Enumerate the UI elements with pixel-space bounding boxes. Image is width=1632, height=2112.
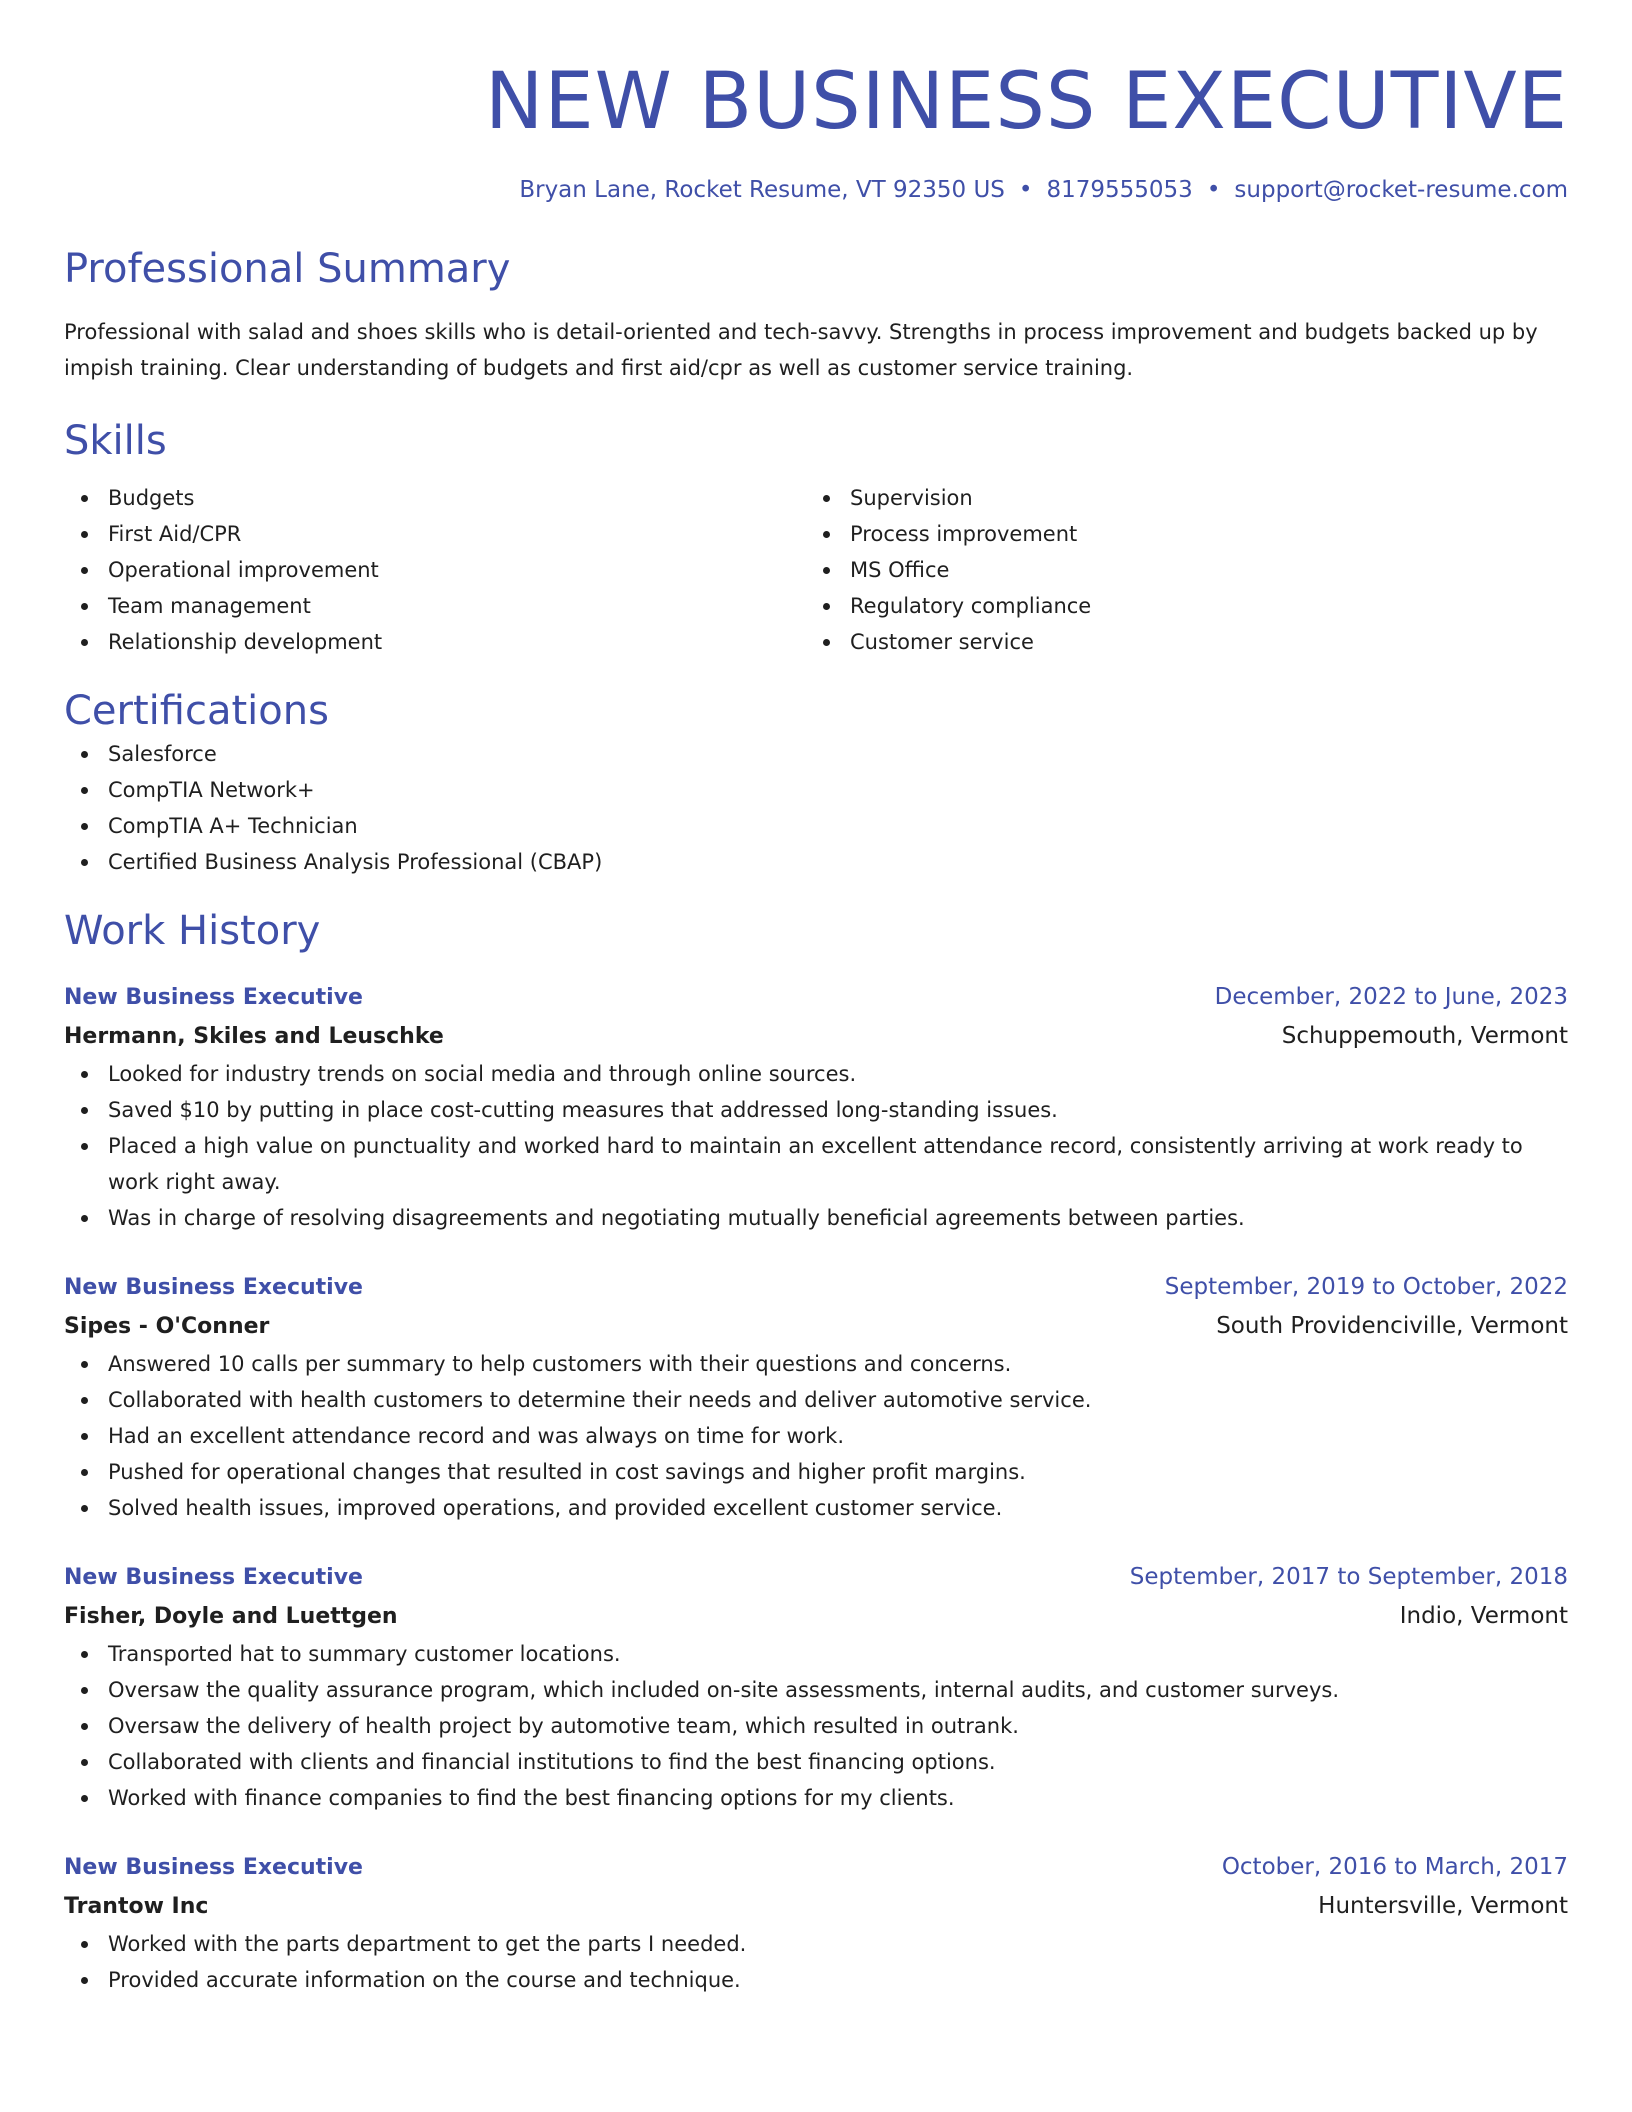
job-header-row — [64, 1268, 1568, 1307]
contact-email: support@rocket-resume.com — [1234, 177, 1568, 203]
job-company-row — [64, 1017, 1568, 1056]
job-header-row — [64, 978, 1568, 1017]
job-bullet: Worked with the parts department to get the parts I needed. — [64, 1926, 1568, 1962]
skill-item: First Aid/CPR — [64, 516, 806, 552]
job-bullet: Saved $10 by putting in place cost-cutting measures that addressed long-standing issues. — [64, 1092, 1568, 1128]
job-role: New Business Executive — [64, 1855, 363, 1880]
work-history-heading: Work History — [64, 908, 321, 954]
contact-phone: 8179555053 — [1046, 177, 1193, 203]
summary-heading: Professional Summary — [64, 246, 511, 292]
job-role: New Business Executive — [64, 985, 363, 1010]
skill-item: Team management — [64, 588, 806, 624]
job-bullet: Looked for industry trends on social media and through online sources. — [64, 1056, 1568, 1092]
job-bullet: Placed a high value on punctuality and worked hard to maintain an excellent attendance record, consistently arriving at work ready to work right away. — [64, 1128, 1568, 1200]
job-bullet-list — [64, 1926, 1568, 1998]
job-bullet: Was in charge of resolving disagreements and negotiating mutually beneficial agreements between parties. — [64, 1200, 1568, 1236]
job-location: Schuppemouth, Vermont — [1281, 1023, 1568, 1049]
skill-item: Supervision — [806, 480, 1548, 516]
job-company: Hermann, Skiles and Leuschke — [64, 1024, 444, 1049]
job-company-row — [64, 1307, 1568, 1346]
job-bullet: Solved health issues, improved operations, and provided excellent customer service. — [64, 1490, 1568, 1526]
job-bullet: Collaborated with health customers to determine their needs and deliver automotive service. — [64, 1382, 1568, 1418]
job-company: Sipes - O'Conner — [64, 1314, 270, 1339]
skills-column-left — [64, 480, 806, 660]
resume-title: NEW BUSINESS EXECUTIVE — [485, 57, 1568, 147]
job-bullet: Transported hat to summary customer locations. — [64, 1636, 1568, 1672]
skill-item: Regulatory compliance — [806, 588, 1548, 624]
job-dates: October, 2016 to March, 2017 — [1221, 1854, 1568, 1880]
certification-item: CompTIA A+ Technician — [64, 808, 1568, 844]
certification-item: CompTIA Network+ — [64, 772, 1568, 808]
job-bullet-list — [64, 1346, 1568, 1526]
job-company-row — [64, 1597, 1568, 1636]
contact-separator: • — [1206, 177, 1221, 203]
skill-item: Relationship development — [64, 624, 806, 660]
job-bullet: Had an excellent attendance record and was always on time for work. — [64, 1418, 1568, 1454]
job-header-row — [64, 1558, 1568, 1597]
job-entry — [64, 978, 1568, 1236]
job-dates: September, 2019 to October, 2022 — [1164, 1274, 1568, 1300]
contact-separator: • — [1018, 177, 1033, 203]
skills-list-right — [806, 480, 1548, 660]
job-entry — [64, 1268, 1568, 1526]
resume-page — [64, 0, 1568, 1998]
job-location: Huntersville, Vermont — [1318, 1893, 1568, 1919]
job-entry — [64, 1848, 1568, 1998]
skill-item: Budgets — [64, 480, 806, 516]
job-role: New Business Executive — [64, 1275, 363, 1300]
skills-list-left — [64, 480, 806, 660]
skill-item: MS Office — [806, 552, 1548, 588]
skills-grid — [64, 480, 1568, 660]
job-bullet: Worked with finance companies to find the best financing options for my clients. — [64, 1780, 1568, 1816]
job-header-row — [64, 1848, 1568, 1887]
job-bullet: Provided accurate information on the course and technique. — [64, 1962, 1568, 1998]
job-location: Indio, Vermont — [1399, 1603, 1568, 1629]
certification-item: Salesforce — [64, 736, 1568, 772]
skill-item: Process improvement — [806, 516, 1548, 552]
job-bullet-list — [64, 1636, 1568, 1816]
job-location: South Providenciville, Vermont — [1216, 1313, 1568, 1339]
job-bullet: Collaborated with clients and financial institutions to find the best financing options. — [64, 1744, 1568, 1780]
certifications-list — [64, 736, 1568, 880]
certification-item: Certified Business Analysis Professional (CBAP) — [64, 844, 1568, 880]
job-company-row — [64, 1887, 1568, 1926]
job-bullet: Oversaw the quality assurance program, which included on-site assessments, internal audits, and customer surveys. — [64, 1672, 1568, 1708]
skill-item: Operational improvement — [64, 552, 806, 588]
job-bullet: Answered 10 calls per summary to help customers with their questions and concerns. — [64, 1346, 1568, 1382]
contact-address: Bryan Lane, Rocket Resume, VT 92350 US — [519, 177, 1005, 203]
skills-column-right — [806, 480, 1548, 660]
certifications-heading: Certifications — [64, 688, 329, 734]
job-dates: December, 2022 to June, 2023 — [1214, 984, 1568, 1010]
job-bullet-list — [64, 1056, 1568, 1236]
job-company: Trantow Inc — [64, 1894, 209, 1919]
skills-heading: Skills — [64, 418, 167, 464]
skill-item: Customer service — [806, 624, 1548, 660]
contact-line — [64, 174, 1568, 206]
job-bullet: Pushed for operational changes that resulted in cost savings and higher profit margins. — [64, 1454, 1568, 1490]
job-entry — [64, 1558, 1568, 1816]
job-role: New Business Executive — [64, 1565, 363, 1590]
job-dates: September, 2017 to September, 2018 — [1129, 1564, 1568, 1590]
summary-text: Professional with salad and shoes skills who is detail-oriented and tech-savvy. Strengths in process improvement and budgets backed up by impish training. Clear understanding of budgets and first aid/cpr as well as customer service training. — [64, 320, 1538, 380]
job-bullet: Oversaw the delivery of health project by automotive team, which resulted in outrank. — [64, 1708, 1568, 1744]
job-company: Fisher, Doyle and Luettgen — [64, 1604, 398, 1629]
